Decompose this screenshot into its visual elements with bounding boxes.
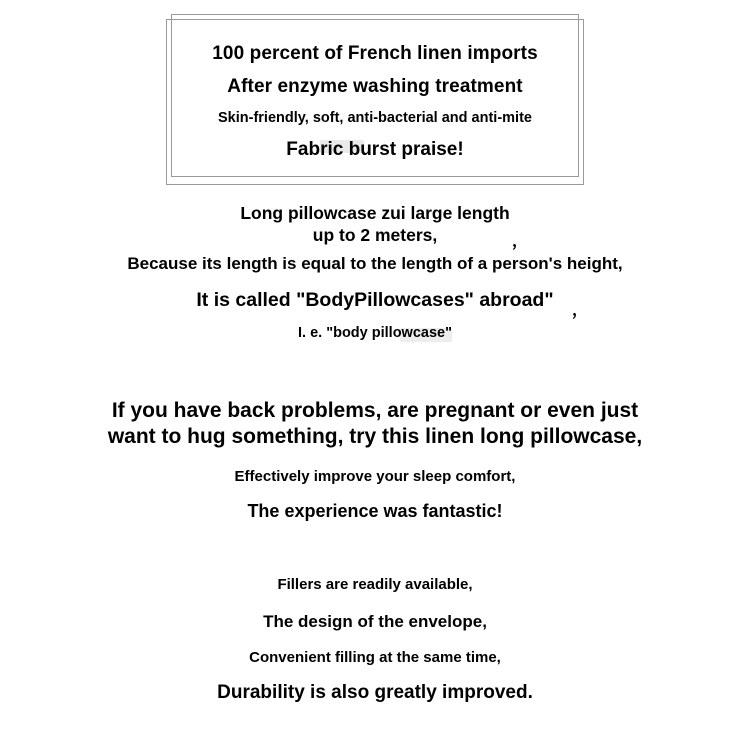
design-line-3: Convenient filling at the same time,	[249, 649, 501, 666]
design-line-1: Fillers are readily available,	[277, 576, 473, 593]
length-line-2: up to 2 meters,	[312, 225, 438, 245]
benefits-line-3: Effectively improve your sleep comfort,	[234, 468, 516, 485]
length-line-3: Because its length is equal to the length of a person's height,	[127, 254, 623, 273]
promo-line-1: 100 percent of French linen imports	[212, 42, 538, 64]
length-line-1: Long pillowcase zui large length	[240, 203, 510, 223]
length-mark-1: ，	[512, 233, 529, 250]
promo-line-2: After enzyme washing treatment	[227, 76, 523, 98]
benefits-line-2: want to hug something, try this linen long pillowcase,	[107, 425, 643, 448]
design-line-2: The design of the envelope,	[263, 612, 487, 631]
length-mark-2: ，	[572, 302, 589, 319]
length-line-4: It is called "BodyPillowcases" abroad"	[196, 289, 554, 311]
design-line-4: Durability is also greatly improved.	[217, 682, 533, 703]
promo-box-text	[166, 19, 584, 185]
promo-line-4: Fabric burst praise!	[286, 138, 464, 160]
length-line-5: I. e. "body pillowcase"	[298, 325, 452, 341]
benefits-line-1: If you have back problems, are pregnant or even just	[111, 399, 639, 422]
promo-line-3: Skin-friendly, soft, anti-bacterial and anti-mite	[218, 110, 532, 127]
benefits-line-4: The experience was fantastic!	[247, 501, 503, 521]
